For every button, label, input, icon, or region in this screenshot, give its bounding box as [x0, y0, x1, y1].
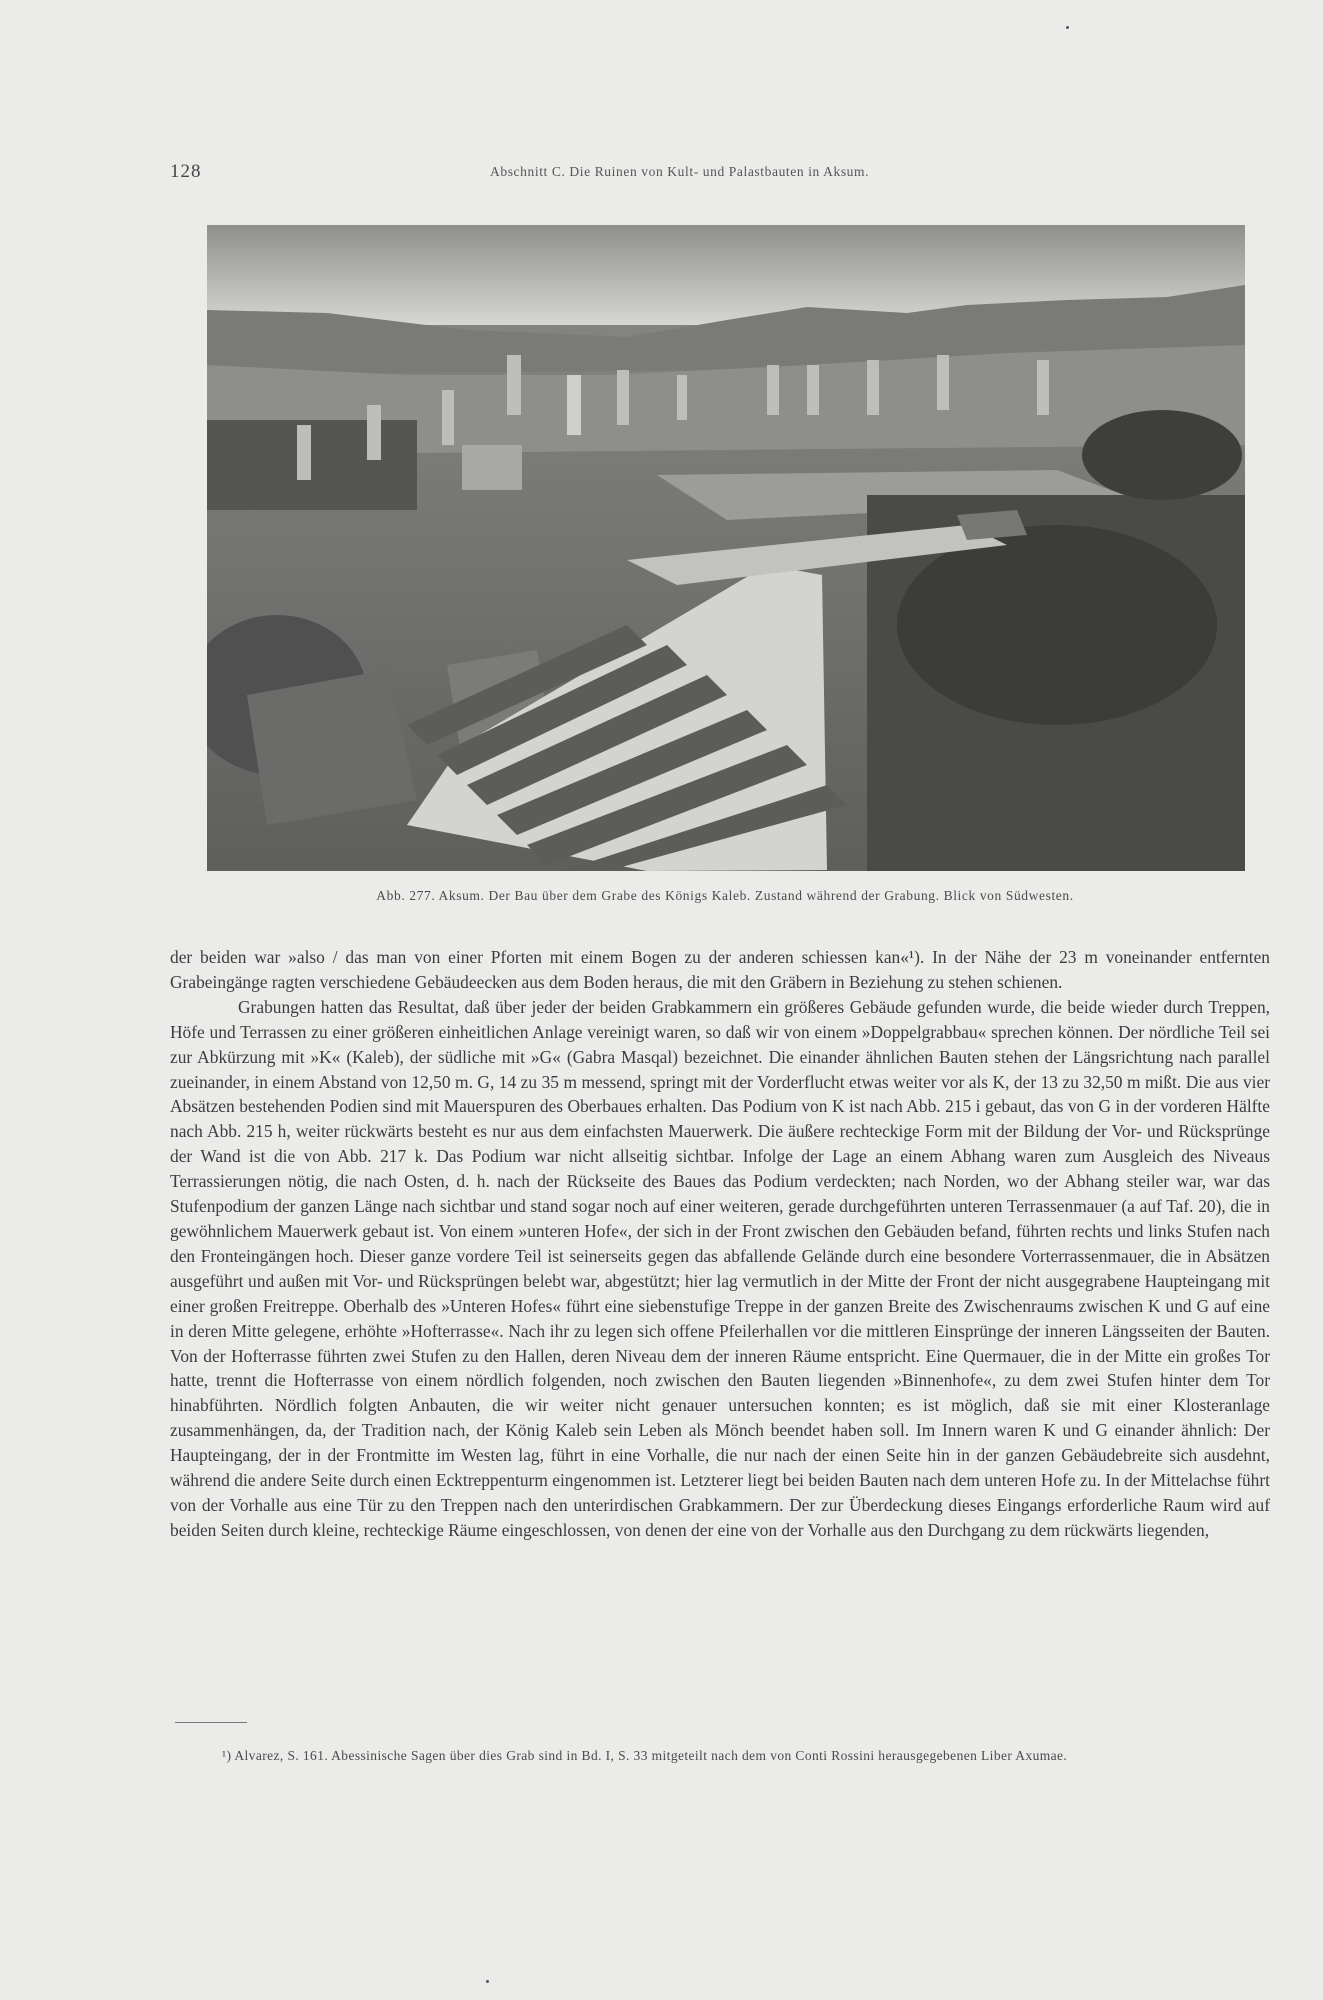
paragraph: der beiden war »also / das man von einer Pforten mit einem Bogen zu der anderen schiessen kan«¹). In der Nähe der 23 m voneinander entfernten Grabeingänge ragten verschiedene Gebäudeecken aus dem Boden heraus, die mit den Gräbern in Beziehung zu stehen schienen. — [170, 947, 1270, 992]
excavation-photograph — [207, 225, 1245, 871]
photo-icon — [207, 225, 1245, 871]
paragraph: Grabungen hatten das Resultat, daß über jeder der beiden Grabkammern ein größeres Gebäude gefunden wurde, die beide wieder durch Treppen, Höfe und Terrassen zu einer größeren einheitlichen Anlage vereinigt waren, so daß wir von einem »Doppelgrabbau« sprechen können. Der nördliche Teil sei zur Abkürzung mit »K« (Kaleb), der südliche mit »G« (Gabra Masqal) bezeichnet. Die einander ähnlichen Bauten stehen der Längsrichtung nach parallel zueinander, in einem Abstand von 12,50 m. G, 14 zu 35 m messend, springt mit der Vorderflucht etwas weiter vor als K, der 13 zu 32,50 m mißt. Die aus vier Absätzen bestehenden Podien sind mit Mauerspuren des Oberbaues erhalten. Das Podium von K ist nach Abb. 215 i gebaut, das von G in der vorderen Hälfte nach Abb. 215 h, weiter rückwärts besteht es nur aus dem einfachsten Mauerwerk. Die äußere rechteckige Form mit der Bildung der Vor- und Rücksprünge der Wand ist die von Abb. 217 k. Das Podium war nicht allseitig sichtbar. Infolge der Lage an einem Abhang waren zum Ausgleich des Niveaus Terrassierungen nötig, die nach Osten, d. h. nach der Rückseite des Baues das Podium verdeckten; nach Norden, wo der Abhang steiler war, war das Stufenpodium der ganzen Länge nach sichtbar und stand sogar noch auf einer weiteren, gerade durchgeführten unteren Terrassenmauer (a auf Taf. 20), die in gewöhnlichem Mauerwerk gebaut ist. Von einem »unteren Hofe«, der sich in der Front zwischen den Gebäuden befand, führten rechts und links Stufen nach den Fronteingängen hoch. Dieser ganze vordere Teil ist seinerseits gegen das abfallende Gelände durch eine besondere Vorterrassenmauer, die in Absätzen ausgeführt und außen mit Vor- und Rücksprüngen belebt war, abgestützt; hier lag vermutlich in der Mitte der Front der nicht ausgegrabene Haupteingang mit einer großen Freitreppe. Oberhalb des »Unteren Hofes« führt eine siebenstufige Treppe in der ganzen Breite des Zwischenraums zwischen K und G auf eine in deren Mitte gelegene, erhöhte »Hofterrasse«. Nach ihr zu legen sich offene Pfeilerhallen vor die mittleren Einsprünge der inneren Längsseiten der Bauten. Von der Hofterrasse führten zwei Stufen zu den Hallen, deren Niveau dem der inneren Räume entspricht. Eine Quermauer, die in der Mitte ein großes Tor hatte, trennt die Hofterrasse von einem nördlich folgenden, noch zwischen den Bauten liegenden »Binnenhofe«, zu dem zwei Stufen hinter dem Tor hinabführten. Nördlich folgten Anbauten, die wir weiter nicht genauer untersuchen konnten; es ist möglich, daß sie mit einer Klosteranlage zusammenhängen, da, der Tradition nach, der König Kaleb sein Leben als Mönch beendet haben soll. Im Innern waren K und G einander ähnlich: Der Haupteingang, der in der Frontmitte im Westen lag, führt in eine Vorhalle, die nur nach der einen Seite hin in der ganzen Gebäudebreite sich ausdehnt, während die andere Seite durch einen Ecktreppenturm eingenommen ist. Letzterer liegt bei beiden Bauten nach dem unteren Hofe zu. In der Mittelachse führt von der Vorhalle aus eine Tür zu den Treppen nach den unterirdischen Grabkammern. Der zur Überdeckung dieses Eingangs erforderliche Raum wird auf beiden Seiten durch kleine, rechteckige Räume eingeschlossen, von denen der eine von der Vorhalle aus den Durchgang zu dem rückwärts liegenden, — [170, 996, 1270, 1540]
print-speck — [1066, 26, 1069, 29]
running-head — [170, 161, 1170, 185]
footnote: ¹) Alvarez, S. 161. Abessinische Sagen über dies Grab sind in Bd. I, S. 33 mitgeteilt nach dem von Conti Rossini herausgegebenen Liber Axumae. — [222, 1748, 1068, 1763]
running-title: Abschnitt C. Die Ruinen von Kult- und Palastbauten in Aksum. — [490, 164, 870, 179]
body-text — [170, 945, 1270, 1543]
figure-caption: Abb. 277. Aksum. Der Bau über dem Grabe des Königs Kaleb. Zustand während der Grabung. Blick von Südwesten. — [376, 888, 1074, 903]
page-number: 128 — [170, 161, 202, 182]
print-speck — [486, 1980, 489, 1983]
footnote-separator — [175, 1722, 247, 1723]
